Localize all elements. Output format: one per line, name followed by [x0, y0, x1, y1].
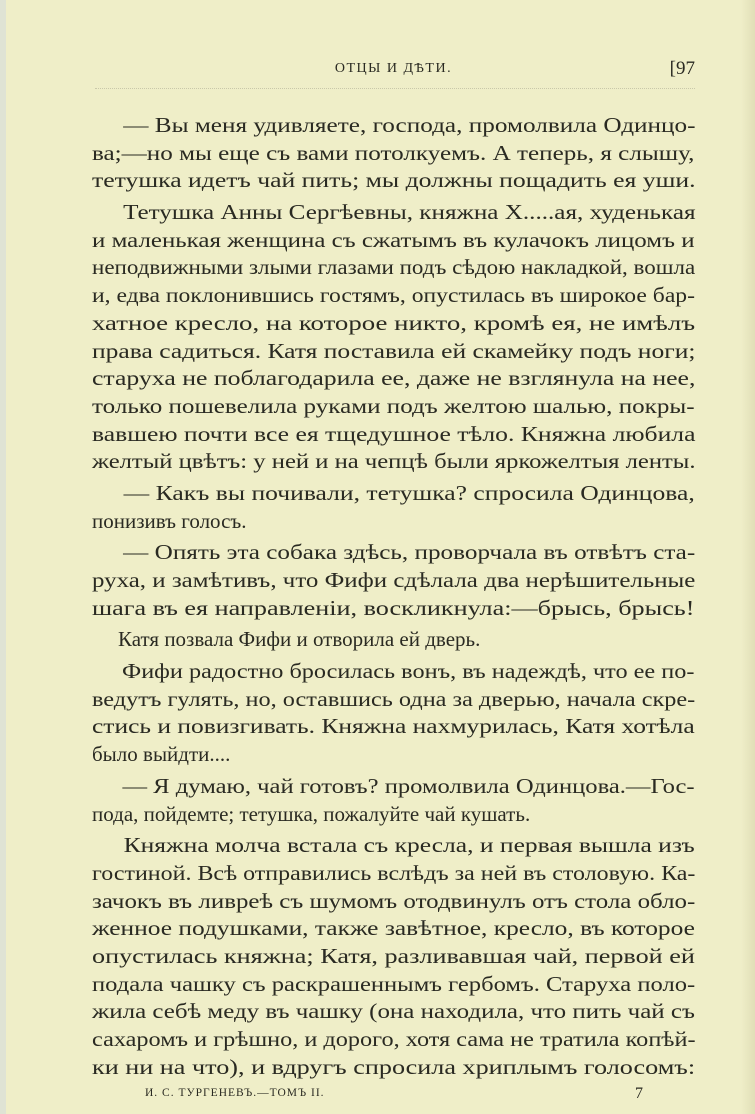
text-line: желтый цвѣтъ: у ней и на чепцѣ были яркожелтыя ленты.: [92, 449, 696, 474]
paragraph: [92, 832, 695, 1081]
text-line: ва;—но мы еще съ вами потолкуемъ. А теперь, я слышу,: [92, 140, 695, 165]
text-line: руха, и замѣтивъ, что Фифи сдѣлала два нерѣшительные: [92, 568, 696, 592]
text-line: неподвижными злыми глазами подъ сѣдою накладкой, вошла: [92, 255, 696, 280]
running-title: ОТЦЫ И ДѢТИ.: [334, 61, 453, 76]
text-line: подала чашку съ раскрашеннымъ гербомъ. Старуха поло-: [92, 971, 696, 996]
text-line: — Вы меня удивляете, господа, промолвила Одинцо-: [123, 113, 696, 137]
paragraph: [92, 626, 695, 654]
text-line: — Я думаю, чай готовъ? промолвила Одинцова.—Гос-: [122, 773, 695, 798]
text-line: Тетушка Анны Сергѣевны, княжна Х.....ая, худенькая: [123, 200, 696, 225]
page-number: [97: [669, 58, 695, 79]
text-line: хатное кресло, на которое никто, кромѣ ея, не имѣлъ: [92, 310, 696, 335]
text-line: понизивъ голосъ.: [92, 508, 247, 533]
paragraph: [92, 539, 695, 622]
sheet-number: 7: [635, 1085, 643, 1102]
text-line: опустилась княжна; Катя, разливавшая чай, первой ей: [92, 943, 695, 968]
text-line: вавшею почти все ея тщедушное тѣло. Княжна любила: [92, 421, 696, 446]
page-body: [92, 112, 695, 1081]
text-line: было выйдти....: [92, 742, 231, 767]
text-line: женное подушками, также завѣтное, кресло, въ которое: [92, 916, 695, 941]
text-line: сахаромъ и грѣшно, и дорого, хотя сама не тратила копѣй-: [92, 1027, 696, 1051]
text-line: Фифи радостно бросилась вонъ, въ надеждѣ, что ее по-: [122, 659, 695, 684]
paragraph: [92, 773, 695, 828]
text-line: и маленькая женщина съ сжатымъ въ кулачокъ лицомъ и: [92, 227, 695, 252]
paragraph: [92, 658, 695, 769]
scan-edge: [0, 0, 6, 1114]
text-line: права садиться. Катя поставила ей скамейку подъ ноги;: [92, 338, 696, 363]
text-line: ки ни на что), и вдругъ спросила хриплымъ голосомъ:: [92, 1054, 696, 1079]
text-line: — Какъ вы почивали, тетушка? спросила Одинцова,: [123, 480, 695, 505]
text-line: — Опять эта собака здѣсь, проворчала въ отвѣтъ ста-: [123, 540, 696, 565]
text-line: только пошевелила руками подъ желтою шалью, покры-: [92, 393, 695, 418]
text-line: зачокъ въ ливреѣ съ шумомъ отодвинулъ отъ стола обло-: [92, 888, 696, 913]
text-line: и, едва поклонившись гостямъ, опустилась въ широкое бар-: [92, 283, 695, 308]
text-line: шага въ ея направленіи, воскликнула:—брысь, брысь!: [92, 595, 695, 620]
page-footer: [145, 1085, 645, 1105]
text-line: гостиной. Всѣ отправились вслѣдъ за ней въ столовую. Ка-: [92, 860, 696, 885]
header-rule: [95, 88, 695, 89]
paragraph: [92, 480, 695, 535]
text-line: стись и повизгивать. Княжна нахмурилась, Катя хотѣла: [92, 714, 695, 739]
text-line: Княжна молча встала съ кресла, и первая вышла изъ: [123, 833, 695, 858]
text-line: старуха не поблагодарила ее, даже не взглянула на нее,: [92, 366, 696, 391]
text-line: пода, пойдемте; тетушка, пожалуйте чай кушать.: [92, 801, 531, 826]
page-header: [92, 58, 695, 80]
text-line: ведутъ гулять, но, оставшись одна за дверью, начала скре-: [92, 686, 696, 711]
text-line: Катя позвала Фифи и отворила ей дверь.: [118, 627, 481, 652]
text-line: жила себѣ меду въ чашку (она находила, что пить чай съ: [92, 999, 695, 1024]
signature-mark: И. С. ТУРГЕНЕВЪ.—ТОМЪ II.: [145, 1087, 325, 1099]
paragraph: [92, 112, 695, 195]
text-line: тетушка идетъ чай пить; мы должны пощадить ея уши.: [92, 168, 696, 193]
paragraph: [92, 199, 695, 476]
